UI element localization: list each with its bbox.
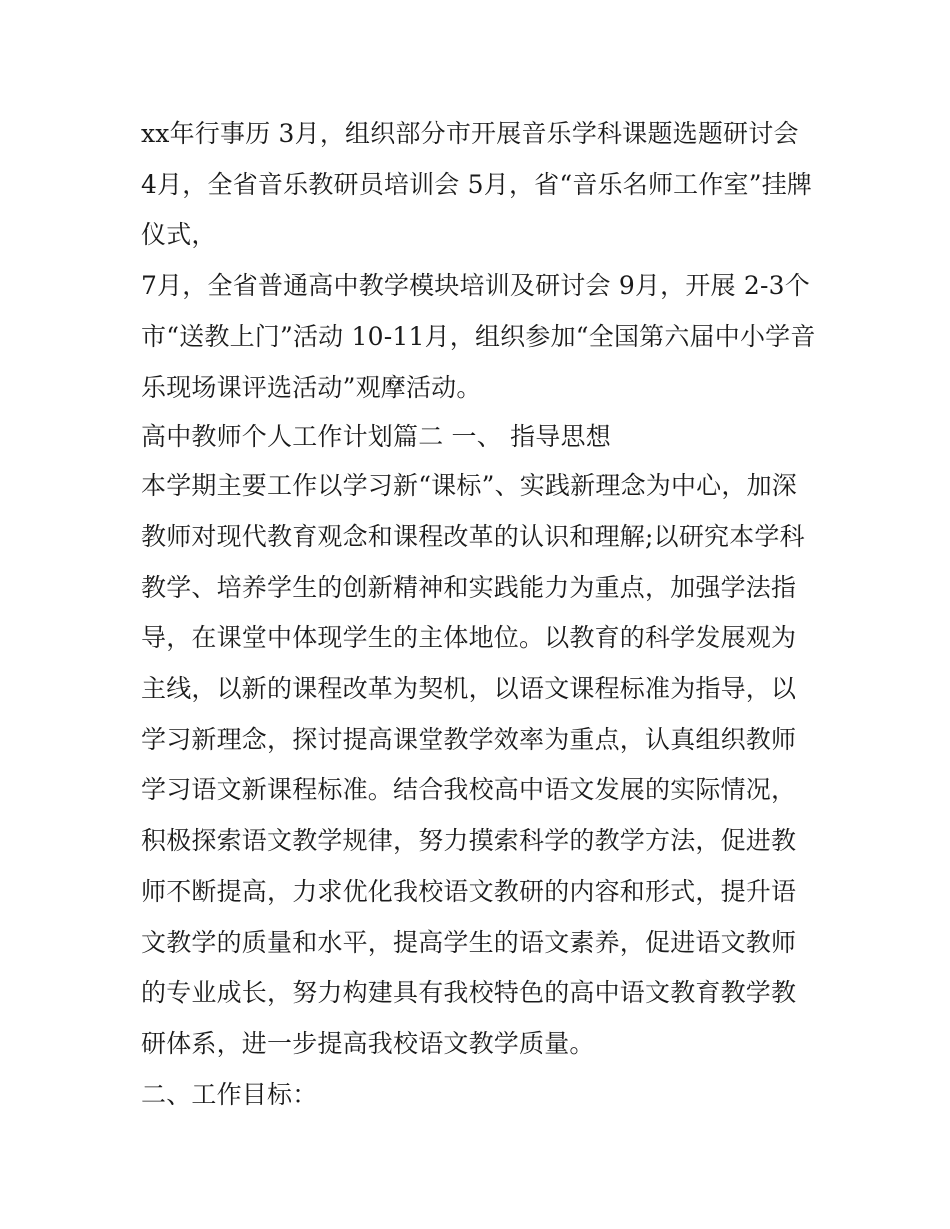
paragraph-calendar: xx年行事历 3月，组织部分市开展音乐学科课题选题研讨会 4月，全省音乐教研员培训会 5月，省“音乐名师工作室”挂牌仪式， <box>141 119 813 250</box>
document-body <box>141 109 817 1120</box>
section-heading-guiding-ideology: 高中教师个人工作计划篇二 一、 指导思想 <box>141 422 611 452</box>
paragraph-calendar-continued: 7月，全省普通高中教学模块培训及研讨会 9月，开展 2-3个市“送教上门”活动 10-11月，组织参加“全国第六届中小学音乐现场课评选活动”观摩活动。 <box>141 271 816 402</box>
section-heading-work-goals: 二、工作目标： <box>141 1079 318 1109</box>
paragraph-guiding-ideology: 本学期主要工作以学习新“课标”、实践新理念为中心，加深教师对现代教育观念和课程改革的认识和理解;以研究本学科教学、培养学生的创新精神和实践能力为重点，加强学法指导，在课堂中体现学生的主体地位。以教育的科学发展观为主线，以新的课程改革为契机，以语文课程标准为指导，以学习新理念，探讨提高课堂教学效率为重点，认真组织教师学习语文新课程标准。结合我校高中语文发展的实际情况，积极探索语文教学规律，努力摸索科学的教学方法，促进教师不断提高，力求优化我校语文教研的内容和形式，提升语文教学的质量和水平，提高学生的语文素养，促进语文教师的专业成长，努力构建具有我校特色的高中语文教育教学教研体系，进一步提高我校语文教学质量。 <box>141 471 805 1058</box>
